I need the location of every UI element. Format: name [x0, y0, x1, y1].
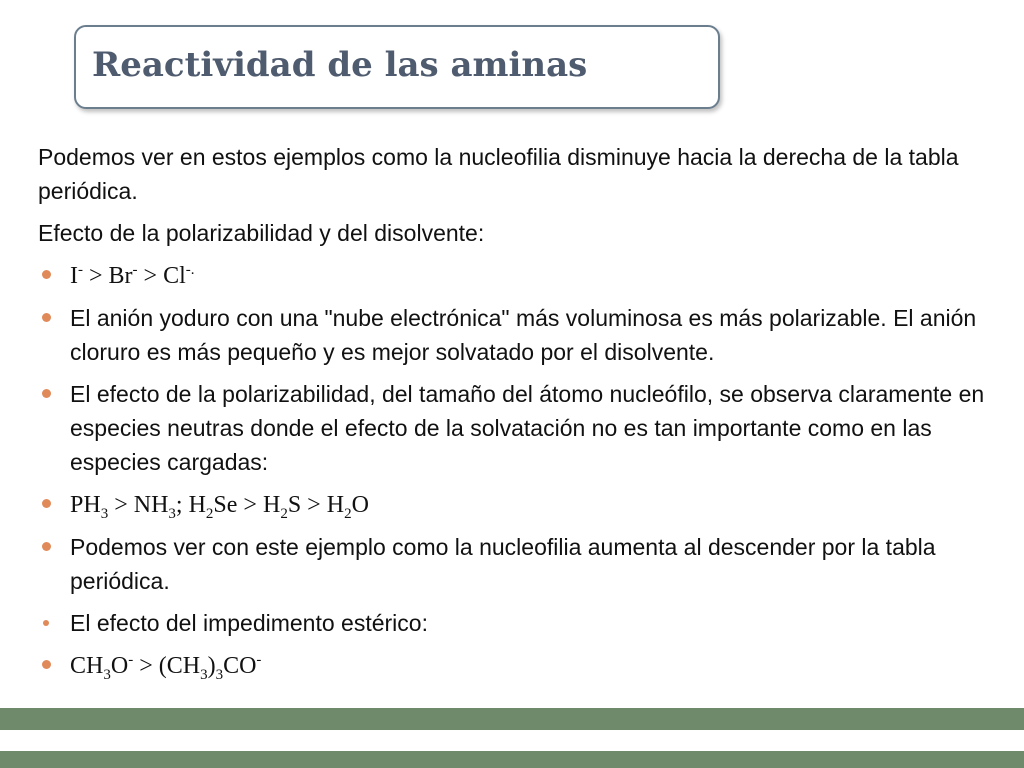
bullet-icon — [42, 313, 51, 322]
bullet-nucleophilicity-increase — [38, 530, 998, 598]
title-box — [74, 25, 720, 109]
bullet-iodide-explanation — [38, 301, 998, 369]
polarizability-heading: Efecto de la polarizabilidad y del disolvente: — [38, 220, 485, 246]
bullet-steric-hindrance — [38, 606, 998, 640]
slide-title: Reactividad de las aminas — [92, 45, 588, 85]
bullet-text: El anión yoduro con una "nube electrónica" más voluminosa es más polarizable. El anión cloruro es más pequeño y es mejor solvatado por el disolvente. — [70, 305, 977, 365]
bullet-alkoxides — [38, 648, 998, 683]
bullet-text: El efecto del impedimento estérico: — [70, 610, 428, 636]
slide-content — [38, 140, 998, 691]
bullet-icon — [42, 270, 51, 279]
bullet-list — [38, 258, 998, 683]
halide-order-formula: I- > Br- > Cl-. — [70, 262, 195, 289]
intro-paragraph: Podemos ver en estos ejemplos como la nucleofilia disminuye hacia la derecha de la tabla periódica. — [38, 144, 959, 204]
bullet-hydrides — [38, 487, 998, 522]
bullet-icon — [42, 389, 51, 398]
hydride-order-formula: $PH_3 > NH_3$; $H_2Se > H_2S > H_2O$ — [70, 492, 369, 522]
footer-band-bottom — [0, 751, 1024, 768]
bullet-halides — [38, 258, 998, 293]
alkoxide-order-formula: $CH_3O^- > (CH_3)_3CO^-$ — [70, 652, 262, 683]
bullet-icon — [42, 499, 51, 508]
bullet-icon — [42, 542, 51, 551]
bullet-text: Podemos ver con este ejemplo como la nucleofilia aumenta al descender por la tabla periódica. — [70, 534, 936, 594]
bullet-polarizability-effect — [38, 377, 998, 479]
bullet-text: El efecto de la polarizabilidad, del tamaño del átomo nucleófilo, se observa claramente en especies neutras donde el efecto de la solvatación no es tan importante como en las especies cargadas: — [70, 381, 985, 475]
bullet-icon — [42, 660, 51, 669]
footer-band-top — [0, 708, 1024, 730]
bullet-icon — [43, 620, 49, 626]
